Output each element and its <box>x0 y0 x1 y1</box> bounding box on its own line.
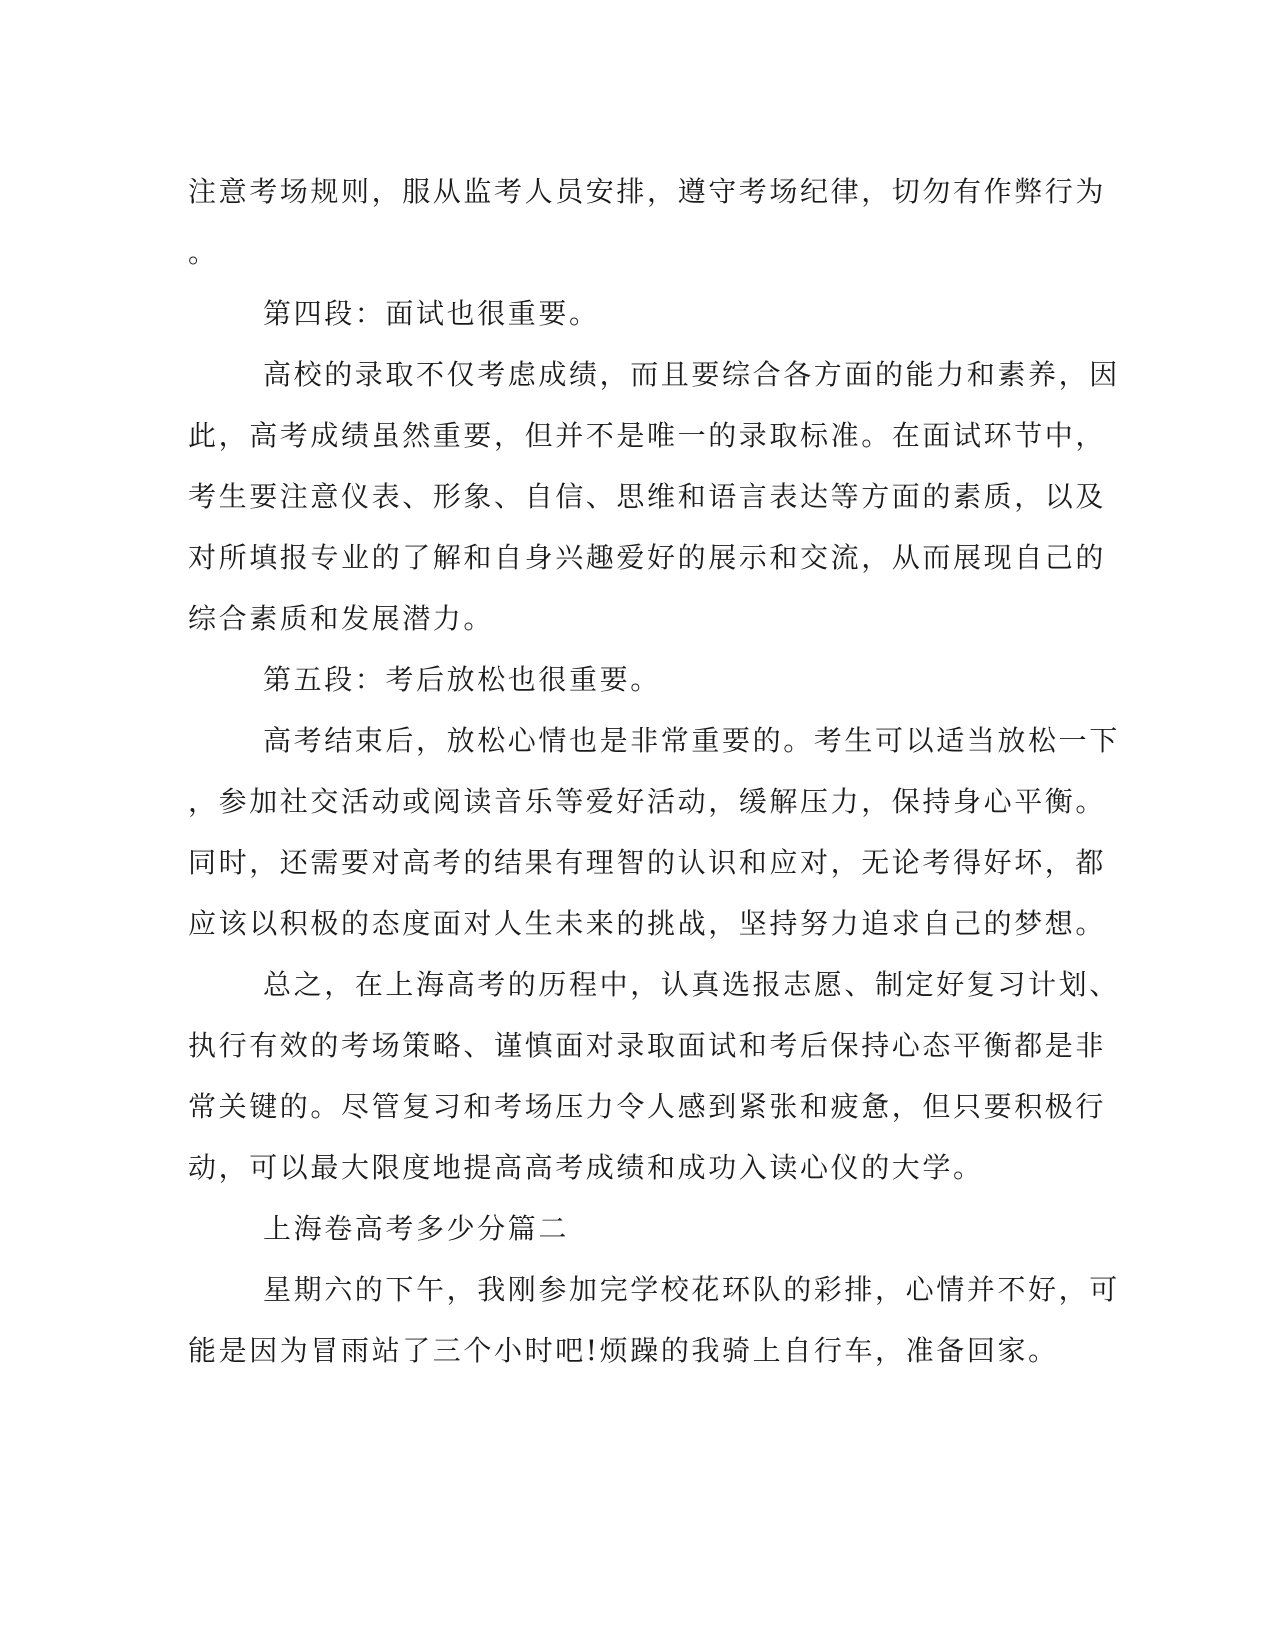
text-line: ，参加社交活动或阅读音乐等爱好活动，缓解压力，保持身心平衡。 <box>188 785 1107 818</box>
text-line: 星期六的下午，我刚参加完学校花环队的彩排，心情并不好，可 <box>263 1273 1120 1306</box>
text-line: 总之，在上海高考的历程中，认真选报志愿、制定好复习计划、 <box>263 968 1120 1001</box>
text-line: 动，可以最大限度地提高高考成绩和成功入读心仪的大学。 <box>188 1151 984 1184</box>
text-line: 综合素质和发展潜力。 <box>188 602 495 635</box>
text-line: 此，高考成绩虽然重要，但并不是唯一的录取标准。在面试环节中， <box>188 419 1107 452</box>
article-title: 上海卷高考多少分篇二 <box>263 1212 570 1245</box>
text-line: 对所填报专业的了解和自身兴趣爱好的展示和交流，从而展现自己的 <box>188 541 1107 574</box>
text-line: 。 <box>188 236 219 269</box>
section-heading: 第四段：面试也很重要。 <box>263 297 600 330</box>
text-line: 高校的录取不仅考虑成绩，而且要综合各方面的能力和素养，因 <box>263 358 1120 391</box>
text-line: 注意考场规则，服从监考人员安排，遵守考场纪律，切勿有作弊行为 <box>188 175 1107 208</box>
text-line: 高考结束后，放松心情也是非常重要的。考生可以适当放松一下 <box>263 724 1120 757</box>
section-heading: 第五段：考后放松也很重要。 <box>263 663 661 696</box>
document-body <box>188 161 1120 1381</box>
text-line: 同时，还需要对高考的结果有理智的认识和应对，无论考得好坏，都 <box>188 846 1107 879</box>
text-line: 常关键的。尽管复习和考场压力令人感到紧张和疲惫，但只要积极行 <box>188 1090 1107 1123</box>
text-line: 能是因为冒雨站了三个小时吧!烦躁的我骑上自行车，准备回家。 <box>188 1334 1059 1367</box>
text-line: 应该以积极的态度面对人生未来的挑战，坚持努力追求自己的梦想。 <box>188 907 1107 940</box>
text-line: 考生要注意仪表、形象、自信、思维和语言表达等方面的素质，以及 <box>188 480 1107 513</box>
text-line: 执行有效的考场策略、谨慎面对录取面试和考后保持心态平衡都是非 <box>188 1029 1107 1062</box>
